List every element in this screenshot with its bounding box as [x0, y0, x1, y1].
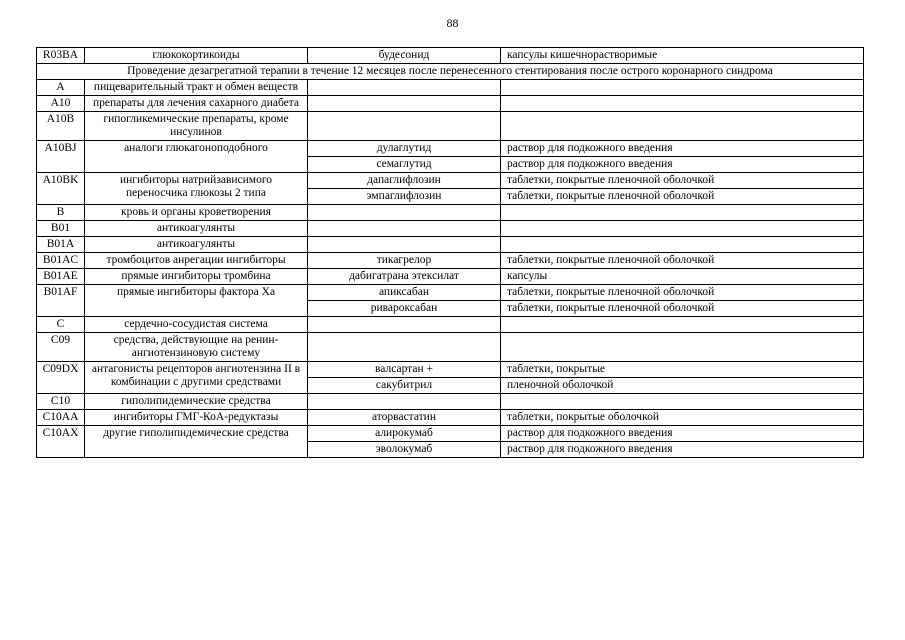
atc-code-cell: C10AA — [37, 410, 85, 426]
drug-cell: будесонид — [308, 48, 501, 64]
form-cell: раствор для подкожного введения — [501, 157, 864, 173]
group-cell: гипогликемические препараты, кроме инсулинов — [85, 112, 308, 141]
drug-cell: эволокумаб — [308, 442, 501, 458]
table-row — [37, 96, 864, 112]
table-row — [37, 426, 864, 442]
drug-cell: ривароксабан — [308, 301, 501, 317]
table-row — [37, 394, 864, 410]
drug-cell: дапаглифлозин — [308, 173, 501, 189]
drug-cell: валсартан + — [308, 362, 501, 378]
drug-cell: дулаглутид — [308, 141, 501, 157]
group-cell: аналоги глюкагоноподобного — [85, 141, 308, 173]
page-number: 88 — [446, 16, 459, 30]
group-cell: ингибиторы ГМГ-КоА-редуктазы — [85, 410, 308, 426]
atc-code-cell: B01 — [37, 221, 85, 237]
group-cell: антагонисты рецепторов ангиотензина II в комбинации с другими средствами — [85, 362, 308, 394]
form-cell — [501, 221, 864, 237]
drug-cell: аторвастатин — [308, 410, 501, 426]
form-cell: таблетки, покрытые пленочной оболочкой — [501, 285, 864, 301]
form-cell: раствор для подкожного введения — [501, 141, 864, 157]
form-cell: раствор для подкожного введения — [501, 426, 864, 442]
form-cell — [501, 205, 864, 221]
table-row — [37, 269, 864, 285]
atc-code-cell: B01A — [37, 237, 85, 253]
group-cell: глюкокортикоиды — [85, 48, 308, 64]
group-cell: другие гиполипидемические средства — [85, 426, 308, 458]
drug-cell: семаглутид — [308, 157, 501, 173]
table-row — [37, 362, 864, 378]
table-row — [37, 237, 864, 253]
section-header-row — [37, 64, 864, 80]
form-cell — [501, 112, 864, 141]
atc-code-cell: R03BA — [37, 48, 85, 64]
form-cell: раствор для подкожного введения — [501, 442, 864, 458]
drug-cell — [308, 221, 501, 237]
drug-cell — [308, 237, 501, 253]
table-row — [37, 173, 864, 189]
drug-cell — [308, 112, 501, 141]
group-cell: средства, действующие на ренин-ангиотензиновую систему — [85, 333, 308, 362]
drug-cell: сакубитрил — [308, 378, 501, 394]
form-cell: таблетки, покрытые оболочкой — [501, 410, 864, 426]
group-cell: гиполипидемические средства — [85, 394, 308, 410]
group-cell: тромбоцитов анрегации ингибиторы — [85, 253, 308, 269]
group-cell: прямые ингибиторы тромбина — [85, 269, 308, 285]
form-cell — [501, 96, 864, 112]
table-row — [37, 285, 864, 301]
atc-code-cell: C10 — [37, 394, 85, 410]
group-cell: сердечно-сосудистая система — [85, 317, 308, 333]
form-cell — [501, 394, 864, 410]
form-cell: таблетки, покрытые пленочной оболочкой — [501, 253, 864, 269]
table-row — [37, 141, 864, 157]
table-row — [37, 80, 864, 96]
drug-cell: эмпаглифлозин — [308, 189, 501, 205]
group-cell: антикоагулянты — [85, 237, 308, 253]
atc-code-cell: A10BJ — [37, 141, 85, 173]
drug-cell — [308, 205, 501, 221]
atc-code-cell: B01AE — [37, 269, 85, 285]
group-cell: кровь и органы кроветворения — [85, 205, 308, 221]
atc-code-cell: C09DX — [37, 362, 85, 394]
table-row — [37, 112, 864, 141]
form-cell: капсулы кишечнорастворимые — [501, 48, 864, 64]
atc-code-cell: A — [37, 80, 85, 96]
group-cell: ингибиторы натрийзависимого переносчика глюкозы 2 типа — [85, 173, 308, 205]
atc-code-cell: C — [37, 317, 85, 333]
form-cell: таблетки, покрытые — [501, 362, 864, 378]
form-cell: таблетки, покрытые пленочной оболочкой — [501, 301, 864, 317]
table-row — [37, 48, 864, 64]
group-cell: прямые ингибиторы фактора Ха — [85, 285, 308, 317]
form-cell — [501, 333, 864, 362]
atc-code-cell: B01AC — [37, 253, 85, 269]
drug-table — [36, 47, 864, 458]
form-cell — [501, 80, 864, 96]
atc-code-cell: C10AX — [37, 426, 85, 458]
table-row — [37, 221, 864, 237]
drug-cell: апиксабан — [308, 285, 501, 301]
drug-cell: тикагрелор — [308, 253, 501, 269]
table-row — [37, 205, 864, 221]
form-cell — [501, 317, 864, 333]
atc-code-cell: C09 — [37, 333, 85, 362]
atc-code-cell: A10BK — [37, 173, 85, 205]
group-cell: препараты для лечения сахарного диабета — [85, 96, 308, 112]
drug-cell — [308, 317, 501, 333]
table-row — [37, 253, 864, 269]
section-header: Проведение дезагрегатной терапии в течение 12 месяцев после перенесенного стентирования после острого коронарного синдрома — [37, 64, 864, 80]
drug-cell: дабигатрана этексилат — [308, 269, 501, 285]
drug-cell: алирокумаб — [308, 426, 501, 442]
table-row — [37, 410, 864, 426]
form-cell: капсулы — [501, 269, 864, 285]
atc-code-cell: A10 — [37, 96, 85, 112]
drug-cell — [308, 394, 501, 410]
table-row — [37, 317, 864, 333]
drug-cell — [308, 333, 501, 362]
drug-cell — [308, 96, 501, 112]
group-cell: антикоагулянты — [85, 221, 308, 237]
form-cell — [501, 237, 864, 253]
table-row — [37, 333, 864, 362]
atc-code-cell: B — [37, 205, 85, 221]
form-cell: таблетки, покрытые пленочной оболочкой — [501, 173, 864, 189]
group-cell: пищеварительный тракт и обмен веществ — [85, 80, 308, 96]
atc-code-cell: B01AF — [37, 285, 85, 317]
form-cell: таблетки, покрытые пленочной оболочкой — [501, 189, 864, 205]
atc-code-cell: A10B — [37, 112, 85, 141]
form-cell: пленочной оболочкой — [501, 378, 864, 394]
drug-cell — [308, 80, 501, 96]
